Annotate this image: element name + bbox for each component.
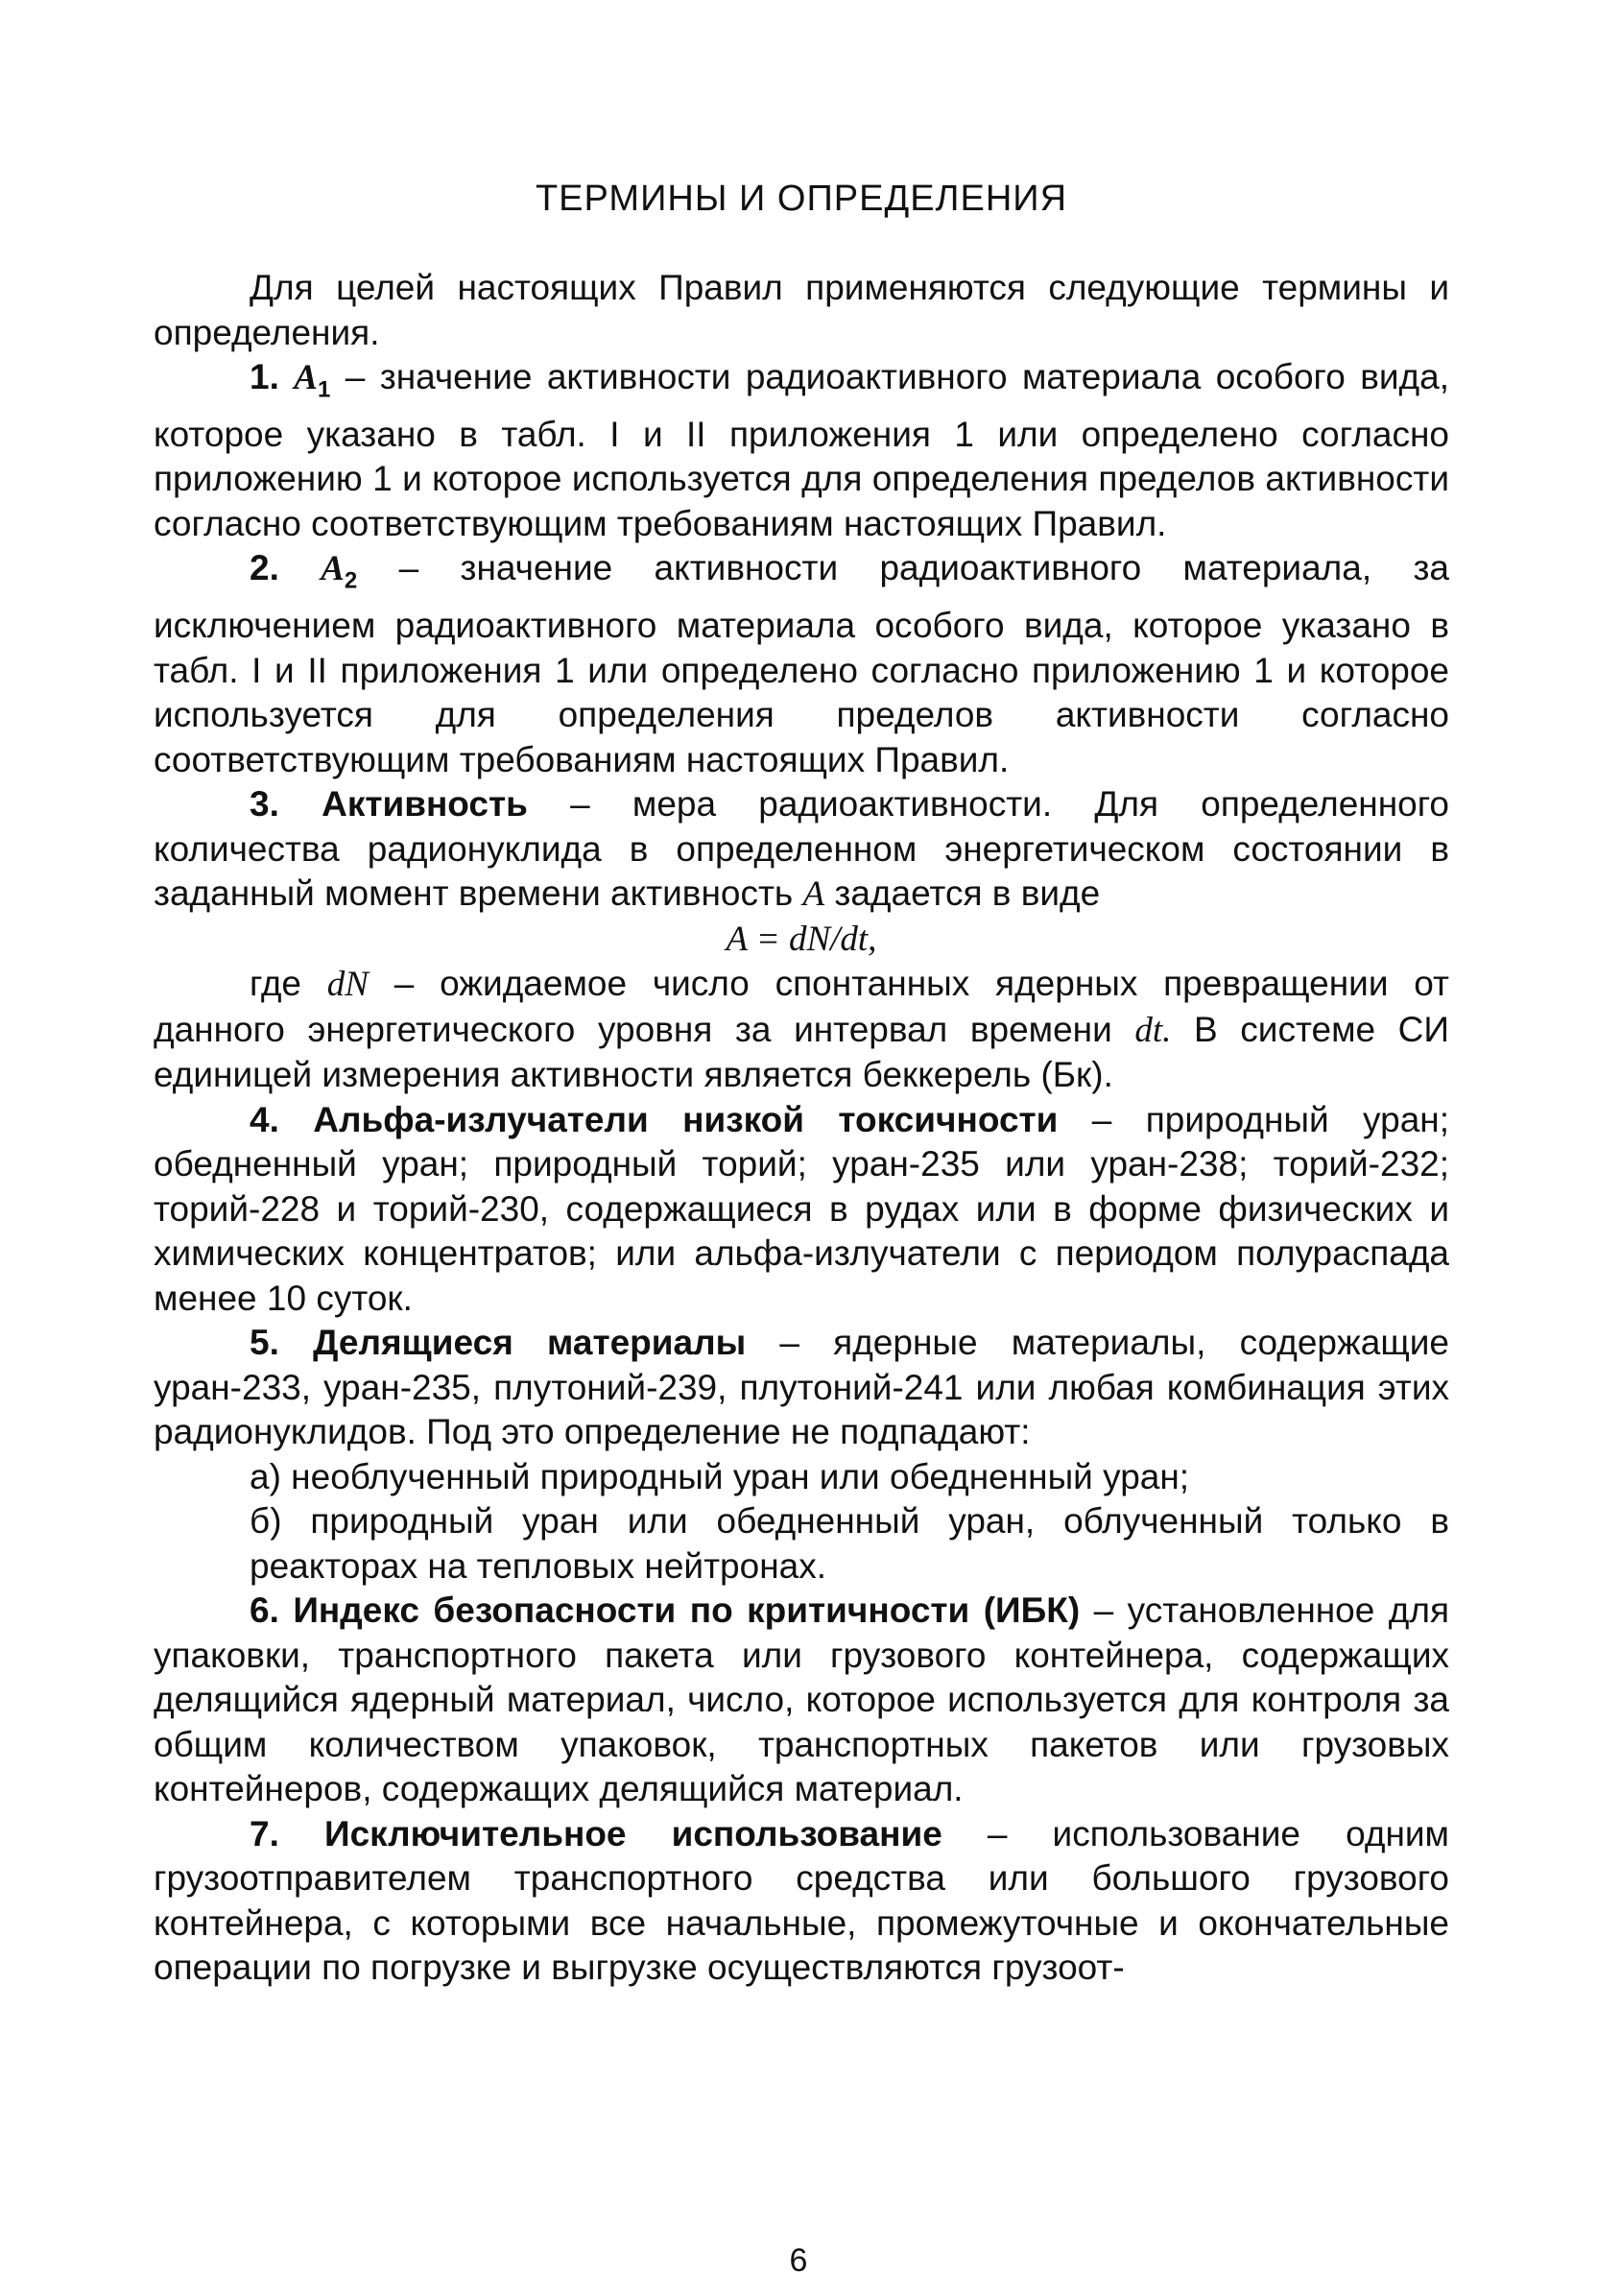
term-3-where-var: dN — [326, 965, 369, 1005]
term-2 — [154, 546, 1449, 782]
term-5-item-a: а) необлученный природный уран или обедненный уран; — [250, 1456, 1190, 1496]
term-1-text: – значение активности радиоактивного материала особого вида, которое указано в табл. I и II приложения 1 или определено согласно приложению 1 и которое используется для определения пределов активности согласно соответствующим требованиям настоящих Правил. — [154, 357, 1449, 543]
term-5-number: 5. — [250, 1323, 279, 1363]
document-body — [154, 266, 1449, 1991]
term-2-text: – значение активности радиоактивного материала, за исключением радиоактивного материала особого вида, которое указано в табл. I и II приложения 1 или определено согласно приложению 1 и которое используется для определения пределов активности согласно соответствующим требованиям настоящих Правил. — [154, 548, 1449, 779]
term-3-number: 3. — [250, 784, 279, 825]
term-3-where-a: где — [250, 964, 327, 1004]
term-1-subscript: 1 — [317, 376, 331, 403]
page-number: 6 — [789, 2242, 808, 2279]
term-4-text: – природный уран; обедненный уран; природный торий; уран-235 или уран-238; торий-232; торий-228 и торий-230, содержащиеся в рудах или в форме физических и химических концентратов; или альфа-излучатели с периодом полураспада менее 10 суток. — [154, 1099, 1450, 1318]
term-7-text: – использование одним грузоотправителем транспортного средства или большого грузового контейнера, с которыми все начальные, промежуточные и окончательные операции по погрузке и выгрузке осуществляются грузоот- — [154, 1813, 1449, 1988]
term-3-var-a: A — [802, 874, 825, 915]
term-3-text-a: – мера радиоактивности. Для определенного количества радионуклида в определенном энергетическом состоянии в заданный момент времени активность — [154, 784, 1450, 914]
term-3-where-var2: dt. — [1134, 1010, 1172, 1050]
term-2-number: 2. — [250, 548, 279, 588]
activity-formula: A = dN/dt, — [726, 919, 877, 959]
term-4-number: 4. — [250, 1099, 279, 1139]
term-4 — [154, 1098, 1449, 1322]
term-2-subscript: 2 — [344, 567, 358, 594]
term-5-name: Делящиеся материалы — [313, 1323, 747, 1363]
term-4-name: Альфа-излучатели низкой токсичности — [313, 1099, 1059, 1139]
term-5-text: – ядерные материалы, содержащие уран-233, уран-235, плутоний-239, плутоний-241 или любая комбинация этих радионуклидов. Под это определение не подпадают: — [154, 1323, 1450, 1452]
term-6-number: 6. — [250, 1590, 279, 1631]
term-3-where-c: В системе СИ единицей измерения активности является беккерель (Бк). — [154, 1009, 1449, 1095]
term-7-name: Исключительное использование — [323, 1813, 942, 1854]
term-1 — [154, 355, 1449, 546]
term-6-text: – установленное для упаковки, транспортного пакета или грузового контейнера, содержащих делящийся ядерный материал, число, которое используется для контроля за общим количеством упаковок, транспортных пакетов или грузовых контейнеров, содержащих делящийся материал. — [154, 1590, 1450, 1809]
term-3-where — [154, 962, 1449, 1098]
term-3-where-b: – ожидаемое число спонтанных ядерных превращении от данного энергетического уровня за интервал времени — [154, 964, 1450, 1049]
term-3-name: Активность — [322, 784, 528, 825]
term-7 — [154, 1812, 1449, 1991]
term-1-number: 1. — [250, 357, 279, 396]
term-6 — [154, 1589, 1449, 1812]
term-1-symbol: A — [294, 358, 318, 397]
term-3-text-b: задается в виде — [824, 873, 1101, 914]
term-5-item-b: б) природный уран или обедненный уран, облученный только в реакторах на тепловых нейтронах. — [250, 1501, 1449, 1586]
term-3 — [154, 782, 1449, 918]
term-2-symbol: A — [321, 549, 345, 589]
intro-paragraph: Для целей настоящих Правил применяются следующие термины и определения. — [154, 268, 1449, 352]
page-title: ТЕРМИНЫ И ОПРЕДЕЛЕНИЯ — [535, 179, 1068, 219]
term-7-number: 7. — [250, 1813, 279, 1854]
term-5 — [154, 1321, 1449, 1455]
term-6-name: Индекс безопасности по критичности (ИБК) — [293, 1590, 1081, 1631]
